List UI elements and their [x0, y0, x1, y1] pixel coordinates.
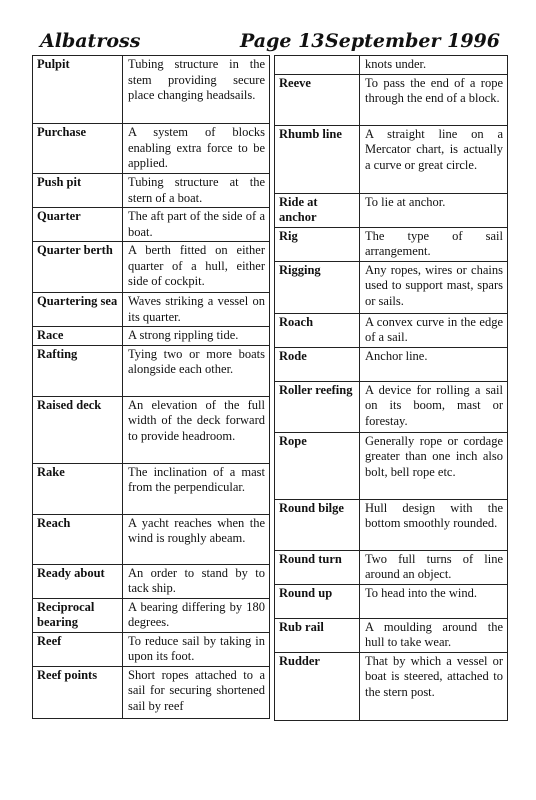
- glossary-definition: The aft part of the side of a boat.: [123, 208, 270, 242]
- glossary-definition: A berth fitted on either quarter of a hull, either side of cockpit.: [123, 242, 270, 293]
- table-row: [33, 345, 270, 396]
- glossary-term: Rigging: [275, 261, 360, 313]
- table-row: [275, 313, 508, 347]
- glossary-term: Reef: [33, 632, 123, 666]
- glossary-definition: Tubing structure at the stern of a boat.: [123, 174, 270, 208]
- publication-title: Albatross: [40, 30, 141, 52]
- glossary-definition: Anchor line.: [360, 347, 508, 381]
- glossary-term: Rudder: [275, 652, 360, 720]
- glossary-definition: To head into the wind.: [360, 584, 508, 618]
- table-row: [275, 381, 508, 432]
- glossary-definition: Tubing structure in the stem providing secure place changing headsails.: [123, 56, 270, 124]
- glossary-definition: Short ropes attached to a sail for securing shortened sail by reef: [123, 666, 270, 718]
- glossary-term: Quarter berth: [33, 242, 123, 293]
- glossary-term: Reach: [33, 514, 123, 564]
- table-row: [275, 618, 508, 652]
- table-row: [33, 242, 270, 293]
- glossary-term: Round up: [275, 584, 360, 618]
- glossary-definition: Waves striking a vessel on its quarter.: [123, 293, 270, 327]
- glossary-term: Rhumb line: [275, 125, 360, 193]
- table-row: [275, 432, 508, 499]
- glossary-term: Rode: [275, 347, 360, 381]
- glossary-term: Quartering sea: [33, 293, 123, 327]
- glossary-table-left: [32, 55, 270, 719]
- glossary-term: Rub rail: [275, 618, 360, 652]
- glossary-term: Rake: [33, 463, 123, 514]
- glossary-term: Roach: [275, 313, 360, 347]
- table-row: [275, 193, 508, 227]
- glossary-term: Race: [33, 327, 123, 346]
- glossary-definition: Two full turns of line around an object.: [360, 550, 508, 584]
- glossary-definition: A convex curve in the edge of a sail.: [360, 313, 508, 347]
- glossary-term: Reeve: [275, 74, 360, 125]
- glossary-term: Ride at anchor: [275, 193, 360, 227]
- glossary-term: Reef points: [33, 666, 123, 718]
- table-row: [33, 564, 270, 598]
- table-row: [33, 632, 270, 666]
- glossary-term: Quarter: [33, 208, 123, 242]
- glossary-definition: A device for rolling a sail on its boom, mast or forestay.: [360, 381, 508, 432]
- table-row: [33, 56, 270, 124]
- table-row: [275, 652, 508, 720]
- table-row: [33, 293, 270, 327]
- table-row: [33, 598, 270, 632]
- glossary-definition: A system of blocks enabling extra force to be applied.: [123, 124, 270, 174]
- table-row: [33, 208, 270, 242]
- glossary-term: Round bilge: [275, 499, 360, 550]
- glossary-definition: An elevation of the full width of the deck forward to provide headroom.: [123, 396, 270, 463]
- table-row: [33, 396, 270, 463]
- table-row: [33, 124, 270, 174]
- glossary-definition: An order to stand by to tack ship.: [123, 564, 270, 598]
- table-row: [275, 261, 508, 313]
- glossary-table-right: [274, 55, 508, 721]
- table-row: [33, 514, 270, 564]
- glossary-definition: The type of sail arrangement.: [360, 227, 508, 261]
- glossary-term: Pulpit: [33, 56, 123, 124]
- table-row: [275, 74, 508, 125]
- glossary-term: Reciprocal bearing: [33, 598, 123, 632]
- glossary-definition: A moulding around the hull to take wear.: [360, 618, 508, 652]
- glossary-term: Rafting: [33, 345, 123, 396]
- table-row: [275, 125, 508, 193]
- glossary-definition: A strong rippling tide.: [123, 327, 270, 346]
- page-header: [40, 30, 500, 54]
- glossary-definition: A yacht reaches when the wind is roughly abeam.: [123, 514, 270, 564]
- glossary-definition: Hull design with the bottom smoothly rounded.: [360, 499, 508, 550]
- glossary-definition: That by which a vessel or boat is steered, attached to the stern post.: [360, 652, 508, 720]
- glossary-definition: The inclination of a mast from the perpendicular.: [123, 463, 270, 514]
- glossary-definition: To lie at anchor.: [360, 193, 508, 227]
- glossary-term: Push pit: [33, 174, 123, 208]
- table-row: [275, 584, 508, 618]
- table-row: [275, 499, 508, 550]
- table-row: [33, 327, 270, 346]
- glossary-definition: Generally rope or cordage greater than one inch also bolt, bell rope etc.: [360, 432, 508, 499]
- table-row: [275, 347, 508, 381]
- glossary-term: [275, 56, 360, 75]
- glossary-term: Ready about: [33, 564, 123, 598]
- glossary-definition: A bearing differing by 180 degrees.: [123, 598, 270, 632]
- issue-date: September 1996: [325, 30, 500, 52]
- table-row: [275, 56, 508, 75]
- glossary-definition: A straight line on a Mercator chart, is actually a curve or great circle.: [360, 125, 508, 193]
- glossary-term: Raised deck: [33, 396, 123, 463]
- glossary-term: Rig: [275, 227, 360, 261]
- glossary-definition: To reduce sail by taking in upon its foot.: [123, 632, 270, 666]
- glossary-term: Purchase: [33, 124, 123, 174]
- glossary-term: Round turn: [275, 550, 360, 584]
- table-row: [275, 550, 508, 584]
- glossary-definition: Tying two or more boats alongside each other.: [123, 345, 270, 396]
- table-row: [33, 463, 270, 514]
- glossary-definition: Any ropes, wires or chains used to support mast, spars or sails.: [360, 261, 508, 313]
- table-row: [275, 227, 508, 261]
- glossary-term: Rope: [275, 432, 360, 499]
- glossary-definition: To pass the end of a rope through the end of a block.: [360, 74, 508, 125]
- table-row: [33, 666, 270, 718]
- glossary-term: Roller reefing: [275, 381, 360, 432]
- page-number: Page 13: [240, 30, 325, 52]
- glossary-definition: knots under.: [360, 56, 508, 75]
- table-row: [33, 174, 270, 208]
